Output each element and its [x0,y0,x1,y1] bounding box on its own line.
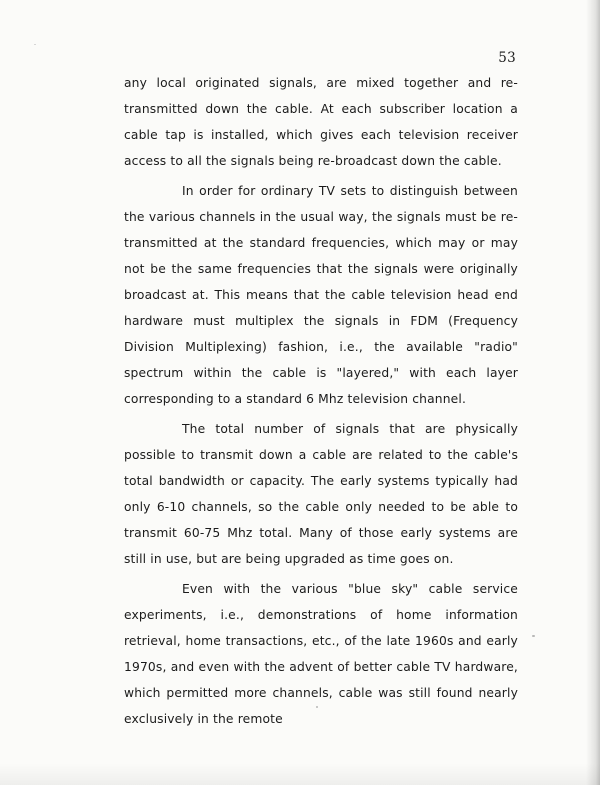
page-edge-shadow [586,0,600,785]
paragraph: any local originated signals, are mixed together and re-transmitted down the cable. At each subscriber location a cable tap is installed, which gives each television receiver access to all the signals being re-broadcast down the cable. [124,76,518,168]
paragraph: Even with the various "blue sky" cable service experiments, i.e., demonstrations of home information retrieval, home transactions, etc., of the late 1960s and early 1970s, and even with the advent of better cable TV hardware, which permitted more channels, cable was still found nearly exclusively in the remote [124,582,518,726]
paragraph: In order for ordinary TV sets to distinguish between the various channels in the usual way, the signals must be re-transmitted at the standard frequencies, which may or may not be the same frequencies that the signals were originally broadcast at. This means that the cable television head end hardware must multiplex the signals in FDM (Frequency Division Multiplexing) fashion, i.e., the available "radio" spectrum within the cable is "layered," with each layer corresponding to a standard 6 Mhz television channel. [124,184,518,406]
body-text [124,70,518,732]
scan-speck [34,44,36,45]
page-number: 53 [498,50,516,66]
paragraph: The total number of signals that are physically possible to transmit down a cable are related to the cable's total bandwidth or capacity. The early systems typically had only 6-10 channels, so the cable only needed to be able to transmit 60-75 Mhz total. Many of those early systems are still in use, but are being upgraded as time goes on. [124,422,518,566]
scan-speck [532,635,535,637]
page-bottom-shadow [0,763,600,785]
